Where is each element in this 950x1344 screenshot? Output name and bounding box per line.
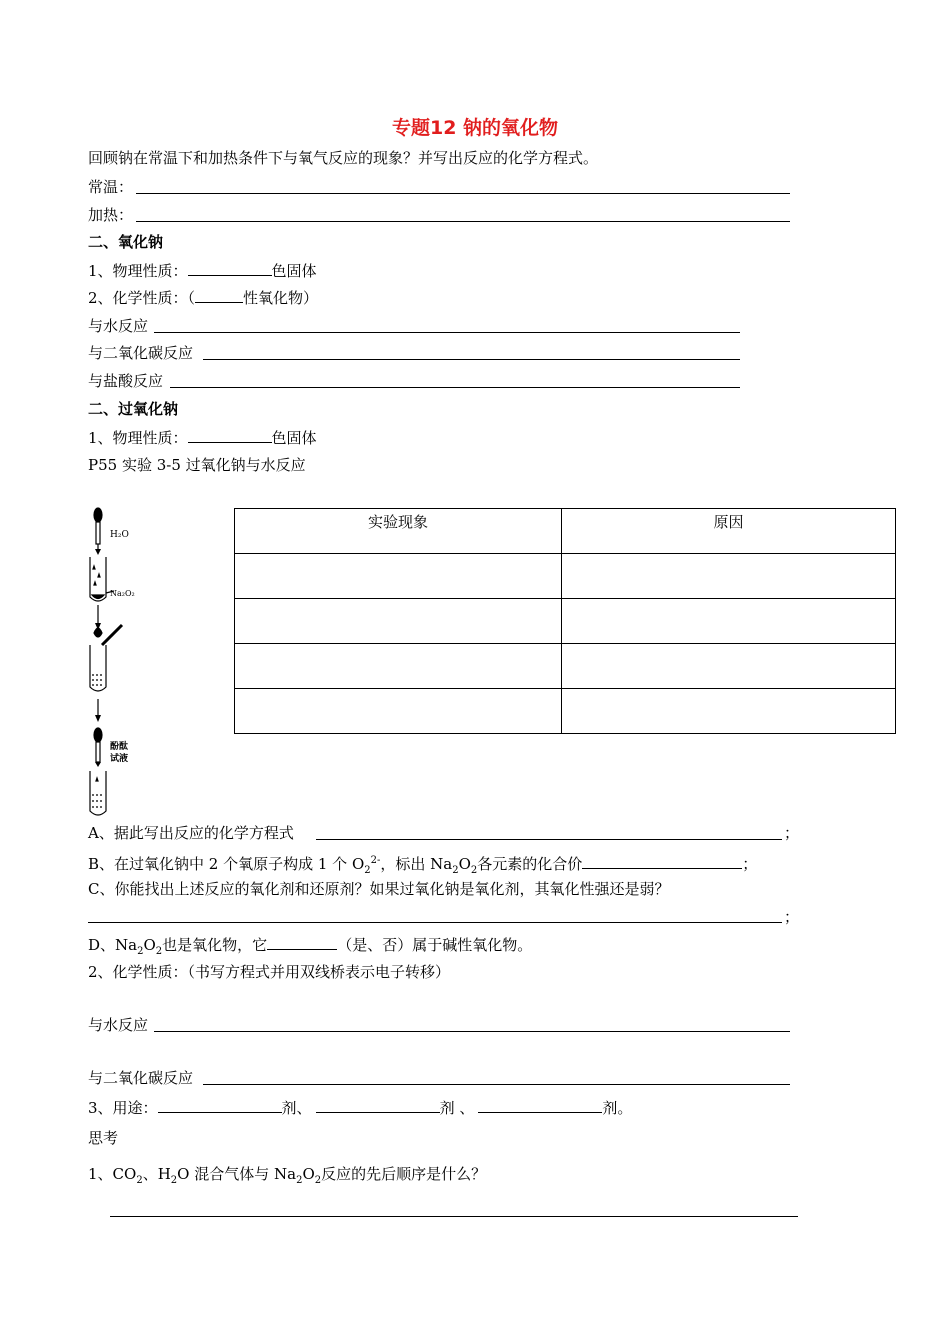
page-title: 专题12 钠的氧化物 [391,117,559,139]
question-b-sub3: 2 [470,865,478,876]
section-na2o-heading: 二、氧化钠 [88,233,164,251]
thinking-q1-mid2: O 混合气体与 Na [177,1165,297,1183]
question-a-semicolon: ； [784,824,800,842]
header-phenomenon: 实验现象 [235,509,562,554]
na2o2-water-answer-line[interactable] [154,1031,790,1032]
table-row [235,599,896,644]
na2o-water-label: 与水反应 [88,317,149,335]
use-agent-1: 剂、 [281,1099,312,1117]
experiment-table-header-row [235,509,896,554]
use-blank-2[interactable] [316,1096,440,1113]
na2o-hcl-label: 与盐酸反应 [88,372,164,390]
use-blank-1[interactable] [158,1096,282,1113]
table-cell[interactable] [235,689,562,734]
question-d-prefix: D、Na [88,936,138,954]
thinking-q1-mid3: O [302,1165,315,1183]
question-b-sup: 2- [370,855,381,866]
thinking-q1-mid: 、H [142,1165,171,1183]
na2o2-water-label: 与水反应 [88,1016,149,1034]
na2o-physical-suffix: 色固体 [271,262,317,280]
question-d-suffix: （是、否）属于碱性氧化物。 [337,936,533,954]
indicator-label-1: 酚酞 [110,742,129,752]
na2o-chemical-prefix: 2、化学性质：（ [88,289,196,307]
thinking-q1-suffix: 反应的先后顺序是什么？ [321,1165,487,1183]
table-row [235,689,896,734]
question-b-mid2: O [458,855,471,873]
question-d [88,933,532,955]
na2o2-color-blank[interactable] [188,426,272,443]
question-b-sub: 2 [364,865,371,876]
question-c-label: C、你能找出上述反应的氧化剂和还原剂？如果过氧化钠是氧化剂，其氧化性强还是弱？ [88,880,670,898]
na2o-chemical-suffix: 性氧化物） [243,289,319,307]
question-b-semicolon: ； [742,855,758,873]
question-c-answer-line[interactable] [88,922,782,923]
question-a-label: A、据此写出反应的化学方程式 [88,824,294,842]
na2o-physical-prefix: 1、物理性质： [88,262,188,280]
na2o-color-blank[interactable] [188,259,272,276]
question-c-semicolon: ； [784,908,800,926]
na2o-oxide-type-blank[interactable] [195,286,243,303]
na2o2-physical-suffix: 色固体 [271,429,317,447]
room-temp-answer-line[interactable] [136,193,790,194]
na2o-co2-answer-line[interactable] [203,359,740,360]
thinking-question-1 [88,1163,486,1185]
table-cell[interactable] [562,689,896,734]
table-cell[interactable] [235,554,562,599]
na2o2-co2-answer-line[interactable] [203,1084,790,1085]
question-b-answer-blank[interactable] [582,852,742,869]
question-a-answer-line[interactable] [316,839,782,840]
indicator-label-2: 试液 [110,754,129,764]
header-reason: 原因 [562,509,896,554]
question-b-prefix: B、在过氧化钠中 2 个氧原子构成 1 个 O [88,855,365,873]
question-d-sub: 2 [137,946,144,957]
na2o-physical-property [88,259,317,281]
room-temp-label: 常温： [88,178,134,196]
section-na2o2-heading: 二、过氧化钠 [88,400,179,418]
na2o-water-answer-line[interactable] [154,332,740,333]
uses-prefix: 3、用途： [88,1099,158,1117]
question-b-suffix: 各元素的化合价 [477,855,583,873]
use-agent-3: 剂。 [602,1099,633,1117]
thinking-q1-sub3: 2 [296,1175,303,1186]
question-d-sub2: 2 [155,946,163,957]
na2o2-co2-label: 与二氧化碳反应 [88,1069,194,1087]
chemical-props-heading: 2、化学性质：（书写方程式并用双线桥表示电子转移） [88,963,451,981]
na2o-hcl-answer-line[interactable] [170,387,740,388]
question-b-mid: ，标出 Na [380,855,453,873]
thinking-q1-sub4: 2 [314,1175,322,1186]
table-row [235,554,896,599]
experiment-table [234,508,896,734]
na2o2-physical-prefix: 1、物理性质： [88,429,188,447]
question-d-mid: O [143,936,156,954]
table-cell[interactable] [562,599,896,644]
thinking-q1-sub2: 2 [170,1175,178,1186]
uses-line [88,1096,632,1118]
heating-answer-line[interactable] [136,221,790,222]
table-cell[interactable] [235,599,562,644]
water-label: H₂O [110,530,129,540]
thinking-q1-answer-line[interactable] [110,1216,798,1217]
table-row [235,644,896,689]
na2o-co2-label: 与二氧化碳反应 [88,344,194,362]
na2o2-physical-property [88,426,317,448]
question-b-sub2: 2 [452,865,459,876]
na2o-chemical-property [88,286,318,308]
experiment-apparatus-figure [80,505,150,825]
experiment-title: P55 实验 3-5 过氧化钠与水反应 [88,456,306,474]
thinking-q1-sub: 2 [136,1175,143,1186]
use-agent-2: 剂 、 [439,1099,475,1117]
na2o2-label: Na₂O₂ [110,589,135,598]
intro-question: 回顾钠在常温下和加热条件下与氧气反应的现象？并写出反应的化学方程式。 [88,149,599,167]
thinking-q1-prefix: 1、CO [88,1165,137,1183]
use-blank-3[interactable] [478,1096,602,1113]
table-cell[interactable] [562,554,896,599]
table-cell[interactable] [235,644,562,689]
heating-label: 加热： [88,206,134,224]
question-d-mid2: 也是氧化物，它 [162,936,268,954]
thinking-heading: 思考 [88,1129,119,1147]
table-cell[interactable] [562,644,896,689]
question-b [88,850,758,876]
question-d-answer-blank[interactable] [267,933,337,950]
